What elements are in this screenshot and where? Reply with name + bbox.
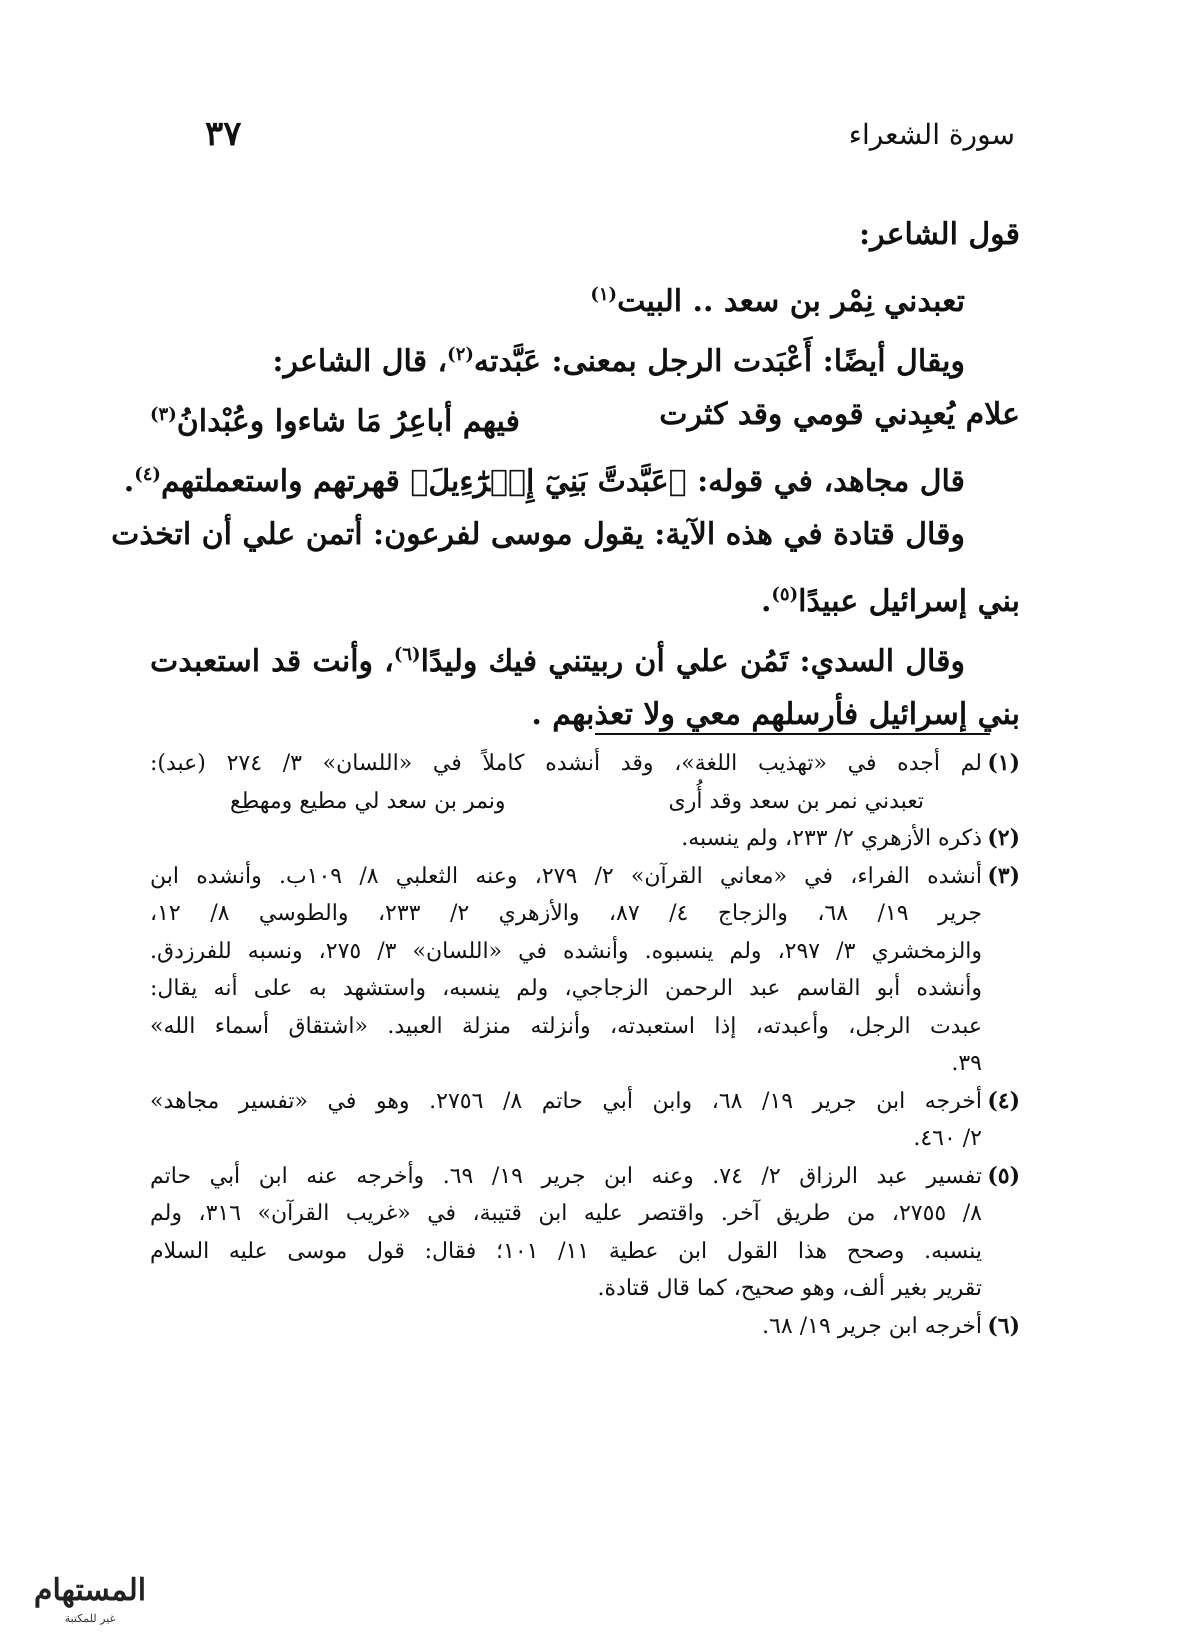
- footnote-number: (٦): [987, 1312, 1020, 1339]
- footnote-line: والزمخشري ٣/ ٢٩٧، ولم ينسبوه. وأنشده في «اللسان» ٣/ ٢٧٥، ونسبه للفرزدق.: [150, 938, 983, 964]
- footnote-2: [150, 820, 1020, 858]
- footnote-line: ينسبه. وصحح هذا القول ابن عطية ١١/ ١٠١؛ فقال: قول موسى عليه السلام: [150, 1238, 982, 1264]
- footnote-line: لم أجده في «تهذيب اللغة»، وقد أنشده كاملاً في «اللسان» ٣/ ٢٧٤ (عبد):: [150, 751, 983, 776]
- footnote-line: وأنشده أبو القاسم عبد الرحمن الزجاجي، ولم ينسبه، واستشهد به على أنه يقال:: [150, 976, 982, 1001]
- main-line: بني إسرائيل فأرسلهم معي ولا تعذبهم .: [531, 697, 1020, 732]
- footnote-line: ذكره الأزهري ٢/ ٢٣٣، ولم ينسبه.: [681, 826, 982, 851]
- footnote-3: [150, 858, 1020, 1083]
- footnote-number: (٢): [987, 825, 1020, 851]
- main-line: قول الشاعر:: [859, 217, 1020, 252]
- main-line: تعبدني نِمْر بن سعد .. البيت$^{(١)}$: [590, 284, 965, 319]
- footnote-line: تقرير بغير ألف، وهو صحيح، كما قال قتادة.: [597, 1276, 982, 1301]
- verse-second-hemistich: فيهم أباعِرُ مَا شاءوا وعُبْدانُ$^{(٣)}$: [150, 404, 520, 439]
- footnote-line: عبدت الرجل، وأعبدته، إذا استعبدته، وأنزلته منزلة العبيد. «اشتقاق أسماء الله»: [150, 1013, 982, 1039]
- main-line: بني إسرائيل عبيدًا$^{(٥)}$.: [760, 584, 1020, 619]
- footnote-number: (٤): [987, 1087, 1020, 1114]
- footnote-number: (٣): [987, 862, 1020, 889]
- footnote-line: جرير ١٩/ ٦٨، والزجاج ٤/ ٨٧، والأزهري ٢/ ٢٣٣، والطوسي ٨/ ١٢،: [150, 901, 983, 926]
- footnote-line: ٢/ ٤٦٠.: [913, 1126, 982, 1151]
- footnote-line: ٣٩.: [951, 1051, 982, 1076]
- running-title: سورة الشعراء: [848, 118, 1015, 151]
- footnote-marker: (٤): [134, 464, 161, 485]
- svg-text:غير للمكتبة: غير للمكتبة: [64, 1612, 116, 1625]
- footnote-line: أخرجه ابن جرير ١٩/ ٦٨، وابن أبي حاتم ٨/ ٢٧٥٦. وهو في «تفسير مجاهد»: [150, 1088, 983, 1114]
- page-number: ٣٧: [205, 114, 242, 154]
- footnote-6: [150, 1308, 1020, 1346]
- page-header: [205, 114, 1015, 168]
- footnote-marker: (١): [590, 284, 618, 305]
- footnote-4: [150, 1083, 1020, 1158]
- main-line: وقال السدي: تَمُن علي أن ربيتني فيك وليدًا$^{(٦)}$، وأنت قد استعبدت: [150, 644, 965, 679]
- footnotes: [150, 745, 1020, 1345]
- footnote-line: أخرجه ابن جرير ١٩/ ٦٨.: [762, 1313, 982, 1339]
- footnote-marker: (٣): [150, 404, 177, 425]
- calligraphy-logo: [20, 1560, 160, 1630]
- main-text: [111, 205, 1020, 745]
- footnote-marker: (٦): [393, 644, 421, 665]
- footnote-verse: تعبدني نمر بن سعد وقد أُرى ونمر بن سعد لي مطيع ومهطِع: [230, 788, 924, 814]
- footnote-marker: (٥): [771, 584, 799, 605]
- footnote-line: أنشده الفراء، في «معاني القرآن» ٢/ ٢٧٩، وعنه الثعلبي ٨/ ١٠٩ب. وأنشده ابن: [150, 863, 983, 889]
- footnote-separator: [595, 733, 990, 735]
- main-line: ويقال أيضًا: أَعْبَدت الرجل بمعنى: عَبَّدته$^{(٢)}$، قال الشاعر:: [272, 344, 965, 379]
- main-line: قال مجاهد، في قوله: ﴿عَبَّدتَّ بَنِيٓ إِسۡرَٰٓءِيلَ﴾ قهرتهم واستعملتهم$^{(٤)}$.: [123, 464, 965, 499]
- footnote-number: (١): [987, 750, 1020, 776]
- main-line: وقال قتادة في هذه الآية: يقول موسى لفرعون: أتمن علي أن اتخذت: [111, 517, 965, 552]
- poetry-verse: [150, 385, 1020, 445]
- footnote-marker: (٢): [447, 344, 474, 365]
- footnote-number: (٥): [987, 1162, 1020, 1189]
- footnote-5: [150, 1158, 1020, 1308]
- footnote-line: تفسير عبد الرزاق ٢/ ٧٤. وعنه ابن جرير ١٩/ ٦٩. وأخرجه عنه ابن أبي حاتم: [150, 1163, 983, 1189]
- footnote-1: [150, 745, 1020, 820]
- footnote-line: ٨/ ٢٧٥٥، من طريق آخر. واقتصر عليه ابن قتيبة، في «غريب القرآن» ٣١٦، ولم: [150, 1201, 982, 1226]
- verse-first-hemistich: علام يُعبِدني قومي وقد كثرت: [659, 397, 1020, 432]
- svg-text:المستهام: المستهام: [33, 1573, 147, 1608]
